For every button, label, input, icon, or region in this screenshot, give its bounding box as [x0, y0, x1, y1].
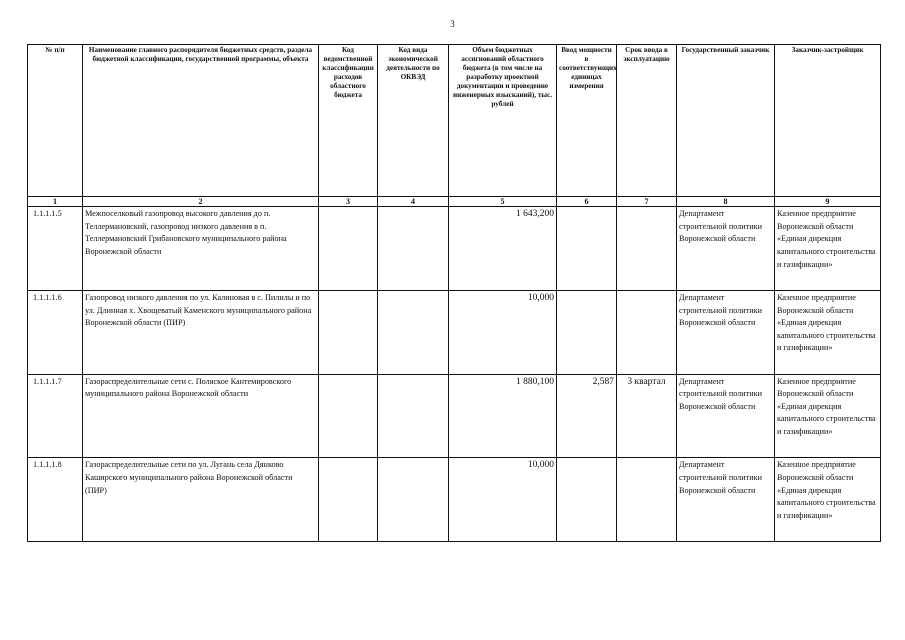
header-cell-code-okved: Код вида экономической деятельности по ОКВЭД [378, 45, 449, 197]
header-cell-developer: Заказчик-застройщик [775, 45, 881, 197]
term-cell [617, 458, 677, 542]
column-number: 3 [319, 197, 378, 207]
power-cell [557, 458, 617, 542]
state-customer-cell: Департамент строительной политики Воронежской области [677, 374, 775, 458]
column-number: 9 [775, 197, 881, 207]
amount-cell: 10,000 [449, 290, 557, 374]
column-number: 8 [677, 197, 775, 207]
power-cell [557, 290, 617, 374]
header-cell-number: № п/п [28, 45, 83, 197]
header-cell-power: Ввод мощности в соответствующих единицах измерения [557, 45, 617, 197]
term-cell [617, 207, 677, 291]
object-name: Газораспределительные сети по ул. Лугань села Дянково Каширского муниципального района Воронежской области (ПИР) [83, 458, 319, 542]
developer-cell: Казенное предприятие Воронежской области «Единая дирекция капитального строительства и газификации» [775, 458, 881, 542]
state-customer-cell: Департамент строительной политики Воронежской области [677, 207, 775, 291]
object-name: Межпоселковый газопровод высокого давления до п. Теллермановский, газопровод низкого давления в п. Теллермановский Грибановского муниципального района Воронежской области [83, 207, 319, 291]
column-number: 6 [557, 197, 617, 207]
amount-cell: 10,000 [449, 458, 557, 542]
column-number: 4 [378, 197, 449, 207]
code-vk-cell [319, 207, 378, 291]
code-vk-cell [319, 458, 378, 542]
header-cell-name: Наименование главного распорядителя бюджетных средств, раздела бюджетной классификации, государственной программы, объекта [83, 45, 319, 197]
code-okved-cell [378, 458, 449, 542]
budget-table [27, 44, 881, 542]
code-vk-cell [319, 374, 378, 458]
table-row [28, 374, 881, 458]
header-row [28, 45, 881, 197]
table-row [28, 458, 881, 542]
code-okved-cell [378, 374, 449, 458]
page-number: 3 [450, 19, 455, 29]
object-name: Газораспределительные сети с. Поляское Кантемировского муниципального района Воронежской области [83, 374, 319, 458]
header-cell-amount: Объем бюджетных ассигнований областного бюджета (в том числе на разработку проектной документации и проведение инженерных изысканий), тыс. рублей [449, 45, 557, 197]
column-number: 2 [83, 197, 319, 207]
term-cell [617, 290, 677, 374]
column-number: 7 [617, 197, 677, 207]
column-number: 5 [449, 197, 557, 207]
developer-cell: Казенное предприятие Воронежской области «Единая дирекция капитального строительства и газификации» [775, 207, 881, 291]
header-cell-term: Срок ввода в эксплуатацию [617, 45, 677, 197]
developer-cell: Казенное предприятие Воронежской области «Единая дирекция капитального строительства и газификации» [775, 374, 881, 458]
power-cell [557, 207, 617, 291]
header-cell-code-vk: Код ведомственной классификации расходов областного бюджета [319, 45, 378, 197]
column-number-row [28, 197, 881, 207]
object-name: Газопровод низкого давления по ул. Калиновая в с. Пилилы и по ул. Длинная х. Хвощеватый Каменского муниципального района Воронежской области (ПИР) [83, 290, 319, 374]
header-cell-state-customer: Государственный заказчик [677, 45, 775, 197]
amount-cell: 1 880,100 [449, 374, 557, 458]
table-row [28, 207, 881, 291]
column-number: 1 [28, 197, 83, 207]
power-cell: 2,587 [557, 374, 617, 458]
table-row [28, 290, 881, 374]
code-vk-cell [319, 290, 378, 374]
amount-cell: 1 643,200 [449, 207, 557, 291]
row-number: 1.1.1.1.6 [28, 290, 83, 374]
term-cell: 3 квартал [617, 374, 677, 458]
row-number: 1.1.1.1.5 [28, 207, 83, 291]
row-number: 1.1.1.1.8 [28, 458, 83, 542]
row-number: 1.1.1.1.7 [28, 374, 83, 458]
state-customer-cell: Департамент строительной политики Воронежской области [677, 290, 775, 374]
developer-cell: Казенное предприятие Воронежской области «Единая дирекция капитального строительства и газификации» [775, 290, 881, 374]
state-customer-cell: Департамент строительной политики Воронежской области [677, 458, 775, 542]
code-okved-cell [378, 290, 449, 374]
code-okved-cell [378, 207, 449, 291]
